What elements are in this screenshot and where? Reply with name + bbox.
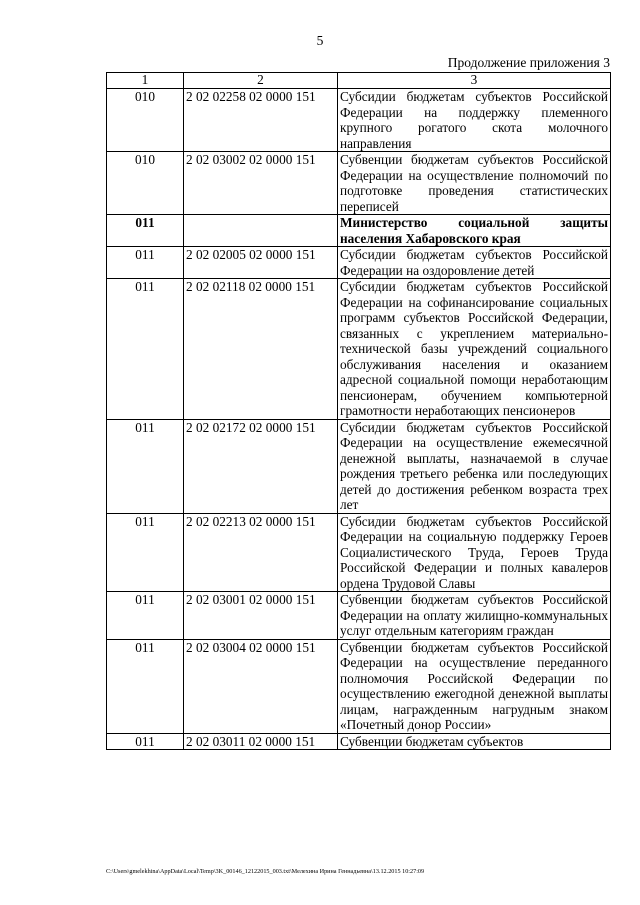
table-row xyxy=(107,419,611,513)
file-path-footer: C:\Users\gmelekhina\AppData\Local\Temp\3K_00146_12122015_003.txt\Мелехина Ирина Геннадьевна\13.12.2015 10:27:09 xyxy=(106,868,425,875)
column-header: 1 xyxy=(107,73,184,89)
budget-code-cell: 2 02 02118 02 0000 151 xyxy=(184,279,338,420)
table-row xyxy=(107,733,611,750)
table-row xyxy=(107,513,611,592)
description-cell: Министерство социальной защиты населения Хабаровского края xyxy=(338,215,611,247)
budget-codes-table xyxy=(106,72,611,750)
budget-code-cell: 2 02 02172 02 0000 151 xyxy=(184,419,338,513)
admin-code-cell: 011 xyxy=(107,279,184,420)
table-row xyxy=(107,592,611,640)
description-cell: Субвенции бюджетам субъектов Российской Федерации на оплату жилищно-коммунальных услуг отдельным категориям граждан xyxy=(338,592,611,640)
description-cell: Субсидии бюджетам субъектов Российской Федерации на социальную поддержку Героев Социалистического Труда, Героев Труда Российской Федерации и полных кавалеров ордена Трудовой Славы xyxy=(338,513,611,592)
description-cell: Субсидии бюджетам субъектов Российской Федерации на софинансирование социальных программ субъектов Российской Федерации, связанных с укреплением материально-технической базы учреждений социального обслуживания населения и оказанием адресной социальной помощи неработающим пенсионерам, обучением компьютерной грамотности неработающих пенсионеров xyxy=(338,279,611,420)
budget-code-cell: 2 02 02005 02 0000 151 xyxy=(184,247,338,279)
budget-code-cell: 2 02 02258 02 0000 151 xyxy=(184,89,338,152)
admin-code-cell: 011 xyxy=(107,215,184,247)
table-row xyxy=(107,152,611,215)
budget-code-cell: 2 02 03011 02 0000 151 xyxy=(184,733,338,750)
page-number: 5 xyxy=(316,33,324,48)
admin-code-cell: 011 xyxy=(107,592,184,640)
table-row xyxy=(107,89,611,152)
budget-code-cell: 2 02 02213 02 0000 151 xyxy=(184,513,338,592)
admin-code-cell: 011 xyxy=(107,733,184,750)
table-row xyxy=(107,247,611,279)
continuation-caption: Продолжение приложения 3 xyxy=(447,55,610,70)
column-header: 3 xyxy=(338,73,611,89)
admin-code-cell: 011 xyxy=(107,419,184,513)
budget-code-cell: 2 02 03001 02 0000 151 xyxy=(184,592,338,640)
description-cell: Субсидии бюджетам субъектов Российской Федерации на оздоровление детей xyxy=(338,247,611,279)
admin-code-cell: 010 xyxy=(107,152,184,215)
budget-code-cell: 2 02 03004 02 0000 151 xyxy=(184,639,338,733)
admin-code-cell: 011 xyxy=(107,247,184,279)
description-cell: Субвенции бюджетам субъектов Российской Федерации на осуществление полномочий по подготовке проведения статистических переписей xyxy=(338,152,611,215)
admin-code-cell: 010 xyxy=(107,89,184,152)
admin-code-cell: 011 xyxy=(107,639,184,733)
budget-code-cell: 2 02 03002 02 0000 151 xyxy=(184,152,338,215)
description-cell: Субсидии бюджетам субъектов Российской Федерации на осуществление ежемесячной денежной выплаты, назначаемой в случае рождения третьего ребенка или последующих детей до достижения ребенком возраста трех лет xyxy=(338,419,611,513)
column-header: 2 xyxy=(184,73,338,89)
table-row xyxy=(107,639,611,733)
admin-code-cell: 011 xyxy=(107,513,184,592)
table-header-row xyxy=(107,73,611,89)
table-row xyxy=(107,215,611,247)
budget-code-cell xyxy=(184,215,338,247)
description-cell: Субсидии бюджетам субъектов Российской Федерации на поддержку племенного крупного рогатого скота молочного направления xyxy=(338,89,611,152)
description-cell: Субвенции бюджетам субъектов xyxy=(338,733,611,750)
table-row xyxy=(107,279,611,420)
description-cell: Субвенции бюджетам субъектов Российской Федерации на осуществление переданного полномочия Российской Федерации по осуществлению ежегодной денежной выплаты лицам, награжденным нагрудным знаком «Почетный донор России» xyxy=(338,639,611,733)
